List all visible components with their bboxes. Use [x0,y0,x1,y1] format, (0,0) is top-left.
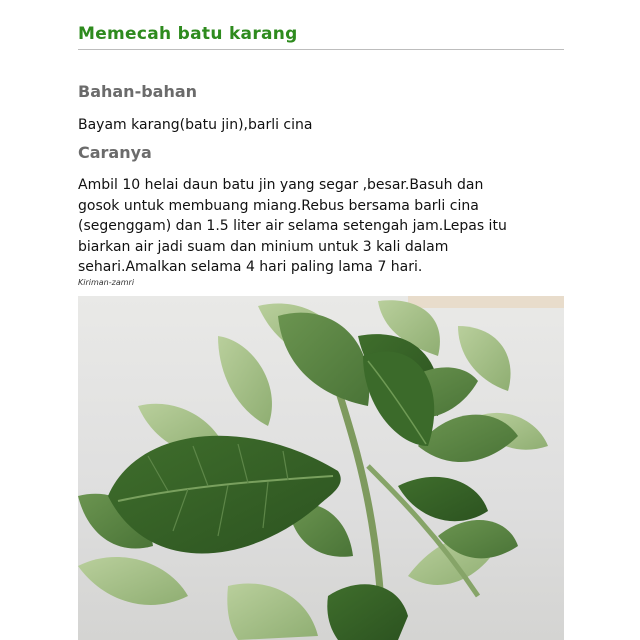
method-heading: Caranya [78,143,152,162]
method-line: gosok untuk membuang miang.Rebus bersama barli cina [78,197,479,214]
credit-text: Kiriman-zamri [78,278,135,287]
method-line: sehari.Amalkan selama 4 hari paling lama 7 hari. [78,259,423,275]
herb-photo [78,296,564,640]
title-divider [78,49,564,50]
ingredients-heading: Bahan-bahan [78,82,198,101]
method-line: (segenggam) dan 1.5 liter air selama setengah jam.Lepas itu [78,218,507,234]
method-line: biarkan air jadi suam dan minium untuk 3 kali dalam [78,238,449,255]
ingredients-text: Bayam karang(batu jin),barli cina [78,117,313,133]
page-title: Memecah batu karang [78,24,298,44]
method-paragraph [78,175,564,278]
method-line: Ambil 10 helai daun batu jin yang segar ,besar.Basuh dan [78,177,484,193]
herb-photo-image [78,296,564,640]
